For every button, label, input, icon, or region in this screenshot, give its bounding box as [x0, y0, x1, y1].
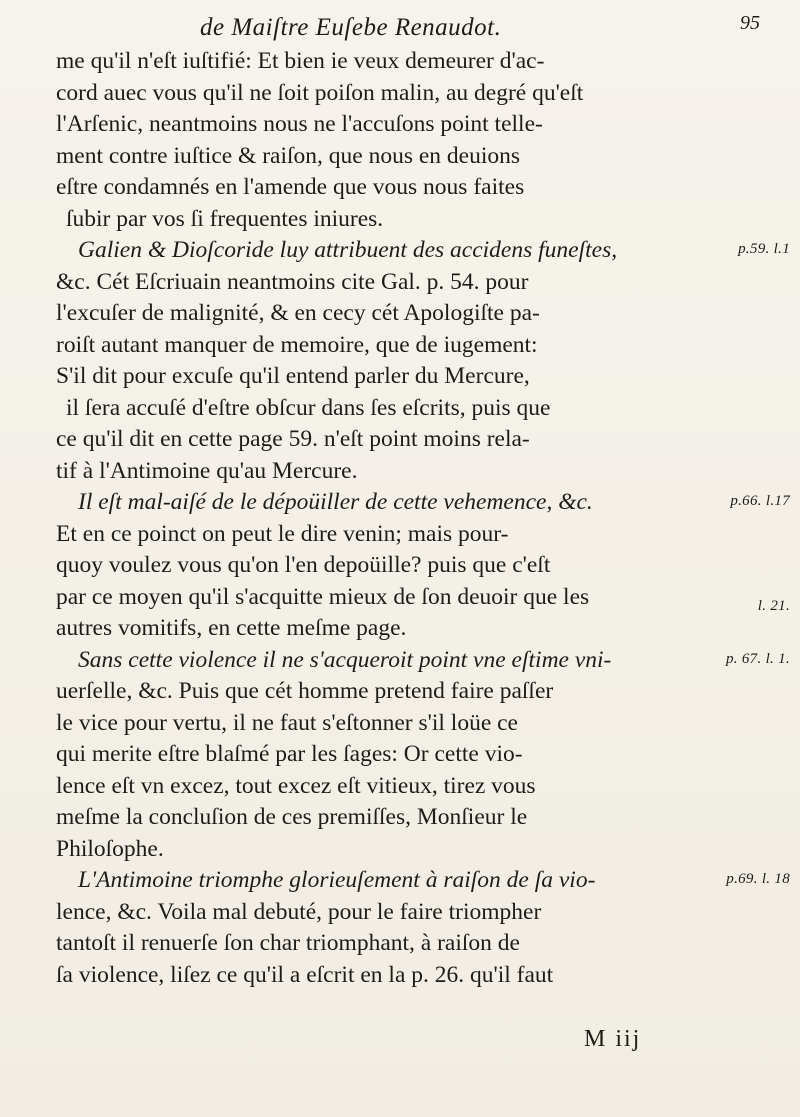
- text-line: [54, 549, 790, 581]
- line-text: me qu'il n'eſt iuſtifié: Et bien ie veux demeurer d'ac-: [56, 48, 545, 74]
- line-text: &c. Cét Eſcriuain neantmoins cite Gal. p. 54. pour: [56, 268, 529, 295]
- text-line: [54, 108, 790, 140]
- line-text: le vice pour vertu, il ne faut s'eſtonner s'il loüe ce: [56, 709, 518, 736]
- quoted-passage-line: [54, 644, 790, 676]
- line-text: ſubir par vos ſi frequentes iniures.: [66, 205, 384, 232]
- line-text: autres vomitifs, en cette meſme page.: [56, 615, 407, 641]
- text-line: [54, 612, 790, 644]
- margin-reference: p. 67. l. 1.: [725, 650, 790, 667]
- line-text: Galien & Dioſcoride luy attribuent des accidens funeſtes,: [78, 237, 618, 263]
- quoted-passage-line: [54, 234, 790, 266]
- text-line: [54, 266, 790, 298]
- text-line: [54, 329, 790, 361]
- text-line: [54, 392, 790, 424]
- line-text: par ce moyen qu'il s'acquitte mieux de ſon deuoir que les: [56, 583, 590, 610]
- text-line: [54, 801, 790, 833]
- line-text: quoy voulez vous qu'on l'en depoüille? puis que c'eſt: [56, 552, 551, 578]
- margin-reference: p.59. l.1: [738, 241, 790, 257]
- line-text: qui merite eſtre blaſmé par les ſages: Or cette vio-: [56, 741, 523, 767]
- line-text: roiſt autant manquer de memoire, que de iugement:: [56, 331, 538, 358]
- body-text: [54, 45, 790, 990]
- line-text: Il eſt mal-aiſé de le dépoüiller de cette vehemence, &c.: [78, 489, 593, 515]
- quoted-passage-line: [54, 864, 790, 896]
- text-line: [54, 140, 790, 172]
- line-text: tif à l'Antimoine qu'au Mercure.: [56, 457, 358, 484]
- text-line: [54, 896, 790, 928]
- line-text: tantoſt il renuerſe ſon char triomphant, à raiſon de: [56, 930, 520, 956]
- line-text: Philoſophe.: [56, 835, 164, 862]
- text-line: [54, 423, 790, 455]
- line-text: ſa violence, liſez ce qu'il a eſcrit en la p. 26. qu'il faut: [56, 961, 554, 988]
- page-number: 95: [740, 12, 760, 34]
- line-text: ment contre iuſtice & raiſon, que nous en deuions: [56, 142, 521, 169]
- text-line: [54, 675, 790, 707]
- text-line: [54, 707, 790, 739]
- line-text: l'Arſenic, neantmoins nous ne l'accuſons point telle-: [56, 111, 543, 137]
- line-text: cord auec vous qu'il ne ſoit poiſon malin, au degré qu'eſt: [56, 79, 584, 106]
- text-line: [54, 45, 790, 77]
- line-text: lence eſt vn excez, tout excez eſt vitieux, tirez vous: [56, 772, 536, 799]
- text-line: [54, 297, 790, 329]
- text-line: [54, 360, 790, 392]
- margin-reference: l. 21.: [757, 597, 790, 614]
- line-text: eſtre condamnés en l'amende que vous nous faites: [56, 174, 525, 200]
- text-line: [54, 203, 790, 235]
- running-title: de Maiſtre Euſebe Renaudot.: [200, 14, 502, 41]
- text-line: [54, 518, 790, 550]
- line-text: ce qu'il dit en cette page 59. n'eſt point moins rela-: [56, 426, 530, 452]
- line-text: il ſera accuſé d'eſtre obſcur dans ſes eſcrits, puis que: [66, 394, 551, 421]
- text-line: [54, 770, 790, 802]
- margin-reference: p.69. l. 18: [726, 871, 790, 887]
- text-line: [54, 959, 790, 991]
- text-line: [54, 927, 790, 959]
- text-line: [54, 581, 790, 613]
- line-text: uerſelle, &c. Puis que cét homme pretend faire paſſer: [56, 678, 554, 704]
- line-text: meſme la concluſion de ces premiſſes, Monſieur le: [56, 804, 528, 830]
- line-text: Et en ce poinct on peut le dire venin; mais pour-: [56, 520, 509, 547]
- line-text: l'excuſer de malignité, & en cecy cét Apologiſte pa-: [56, 300, 540, 326]
- signature-mark: M iij: [584, 1026, 642, 1052]
- line-text: lence, &c. Voila mal debuté, pour le faire triompher: [56, 898, 542, 925]
- quoted-passage-line: [54, 486, 790, 518]
- text-line: [54, 77, 790, 109]
- line-text: Sans cette violence il ne s'acqueroit point vne eſtime vni-: [78, 646, 612, 673]
- text-line: [54, 455, 790, 487]
- line-text: L'Antimoine triomphe glorieuſement à raiſon de ſa vio-: [78, 867, 596, 893]
- text-line: [54, 833, 790, 865]
- line-text: S'il dit pour excuſe qu'il entend parler du Mercure,: [56, 363, 530, 389]
- margin-reference: p.66. l.17: [730, 493, 790, 509]
- text-line: [54, 171, 790, 203]
- text-line: [54, 738, 790, 770]
